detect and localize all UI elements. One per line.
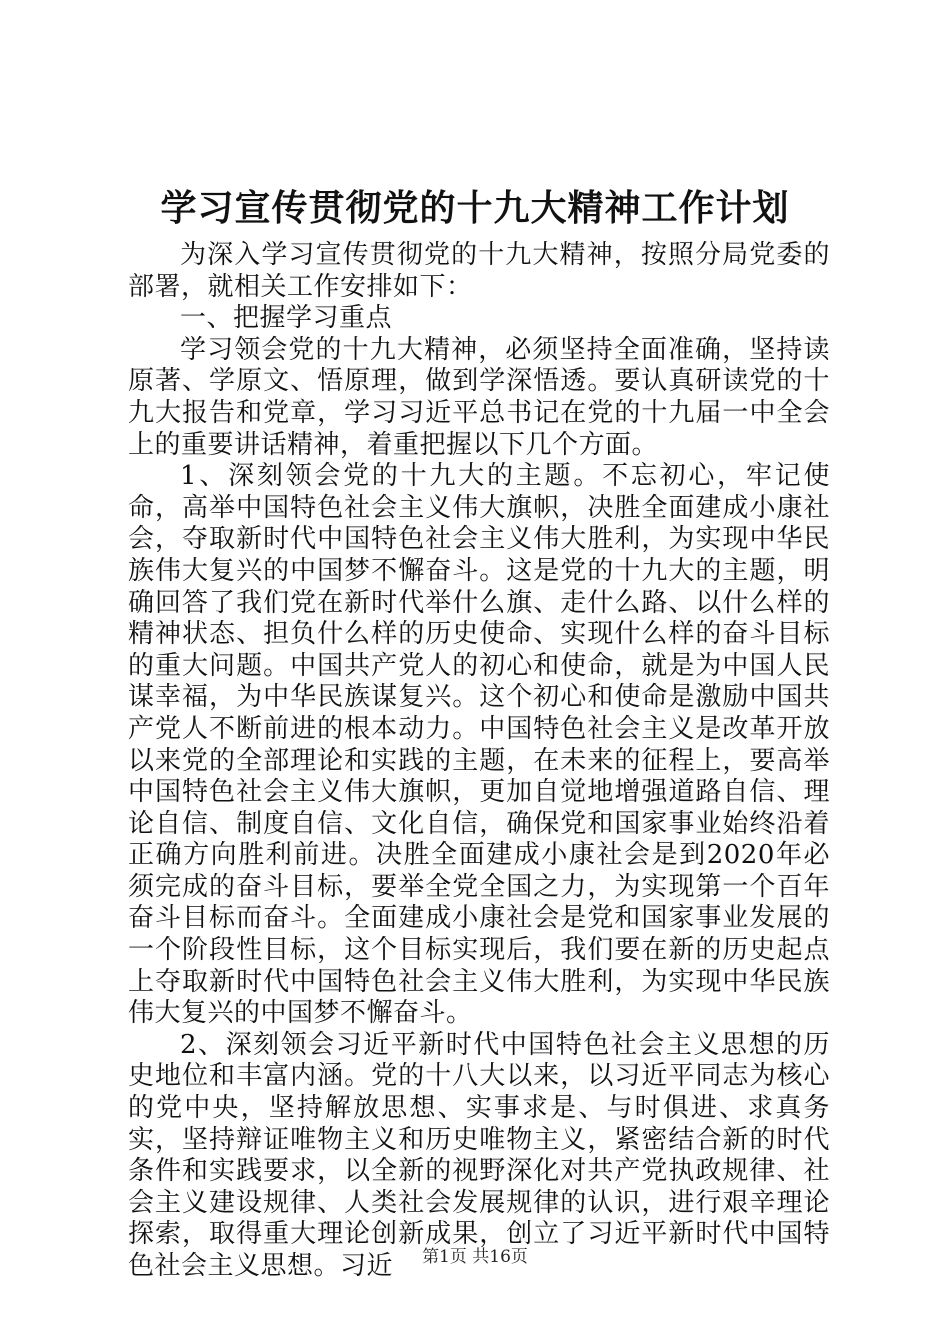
document-body (128, 240, 830, 1283)
page-footer: 第1页 共16页 (422, 1247, 528, 1267)
paragraph-intro: 为深入学习宣传贯彻党的十九大精神，按照分局党委的部署，就相关工作安排如下： (128, 240, 830, 302)
document-title: 学习宣传贯彻党的十九大精神工作计划 (160, 187, 790, 229)
paragraph-study-requirements: 学习领会党的十九大精神，必须坚持全面准确，坚持读原著、学原文、悟原理，做到学深悟透。要认真研读党的十九大报告和党章，学习习近平总书记在党的十九届一中全会上的重要讲话精神，着重把握以下几个方面。 (128, 334, 830, 460)
paragraph-point-1: 1、深刻领会党的十九大的主题。不忘初心，牢记使命，高举中国特色社会主义伟大旗帜，决胜全面建成小康社会，夺取新时代中国特色社会主义伟大胜利，为实现中华民族伟大复兴的中国梦不懈奋斗。这是党的十九大的主题，明确回答了我们党在新时代举什么旗、走什么路、以什么样的精神状态、担负什么样的历史使命、实现什么样的奋斗目标的重大问题。中国共产党人的初心和使命，就是为中国人民谋幸福，为中华民族谋复兴。这个初心和使命是激励中国共产党人不断前进的根本动力。中国特色社会主义是改革开放以来党的全部理论和实践的主题，在未来的征程上，要高举中国特色社会主义伟大旗帜，更加自觉地增强道路自信、理论自信、制度自信、文化自信，确保党和国家事业始终沿着正确方向胜利前进。决胜全面建成小康社会是到2020年必须完成的奋斗目标，要举全党全国之力，为实现第一个百年奋斗目标而奋斗。全面建成小康社会是党和国家事业发展的一个阶段性目标，这个目标实现后，我们要在新的历史起点上夺取新时代中国特色社会主义伟大胜利，为实现中华民族伟大复兴的中国梦不懈奋斗。 (128, 461, 830, 1029)
paragraph-point-2: 2、深刻领会习近平新时代中国特色社会主义思想的历史地位和丰富内涵。党的十八大以来，以习近平同志为核心的党中央，坚持解放思想、实事求是、与时俱进、求真务实，坚持辩证唯物主义和历史唯物主义，紧密结合新的时代条件和实践要求，以全新的视野深化对共产党执政规律、社会主义建设规律、人类社会发展规律的认识，进行艰辛理论探索，取得重大理论创新成果，创立了习近平新时代中国特色社会主义思想。习近 (128, 1029, 830, 1281)
section-heading-1: 一、把握学习重点 (180, 303, 393, 334)
